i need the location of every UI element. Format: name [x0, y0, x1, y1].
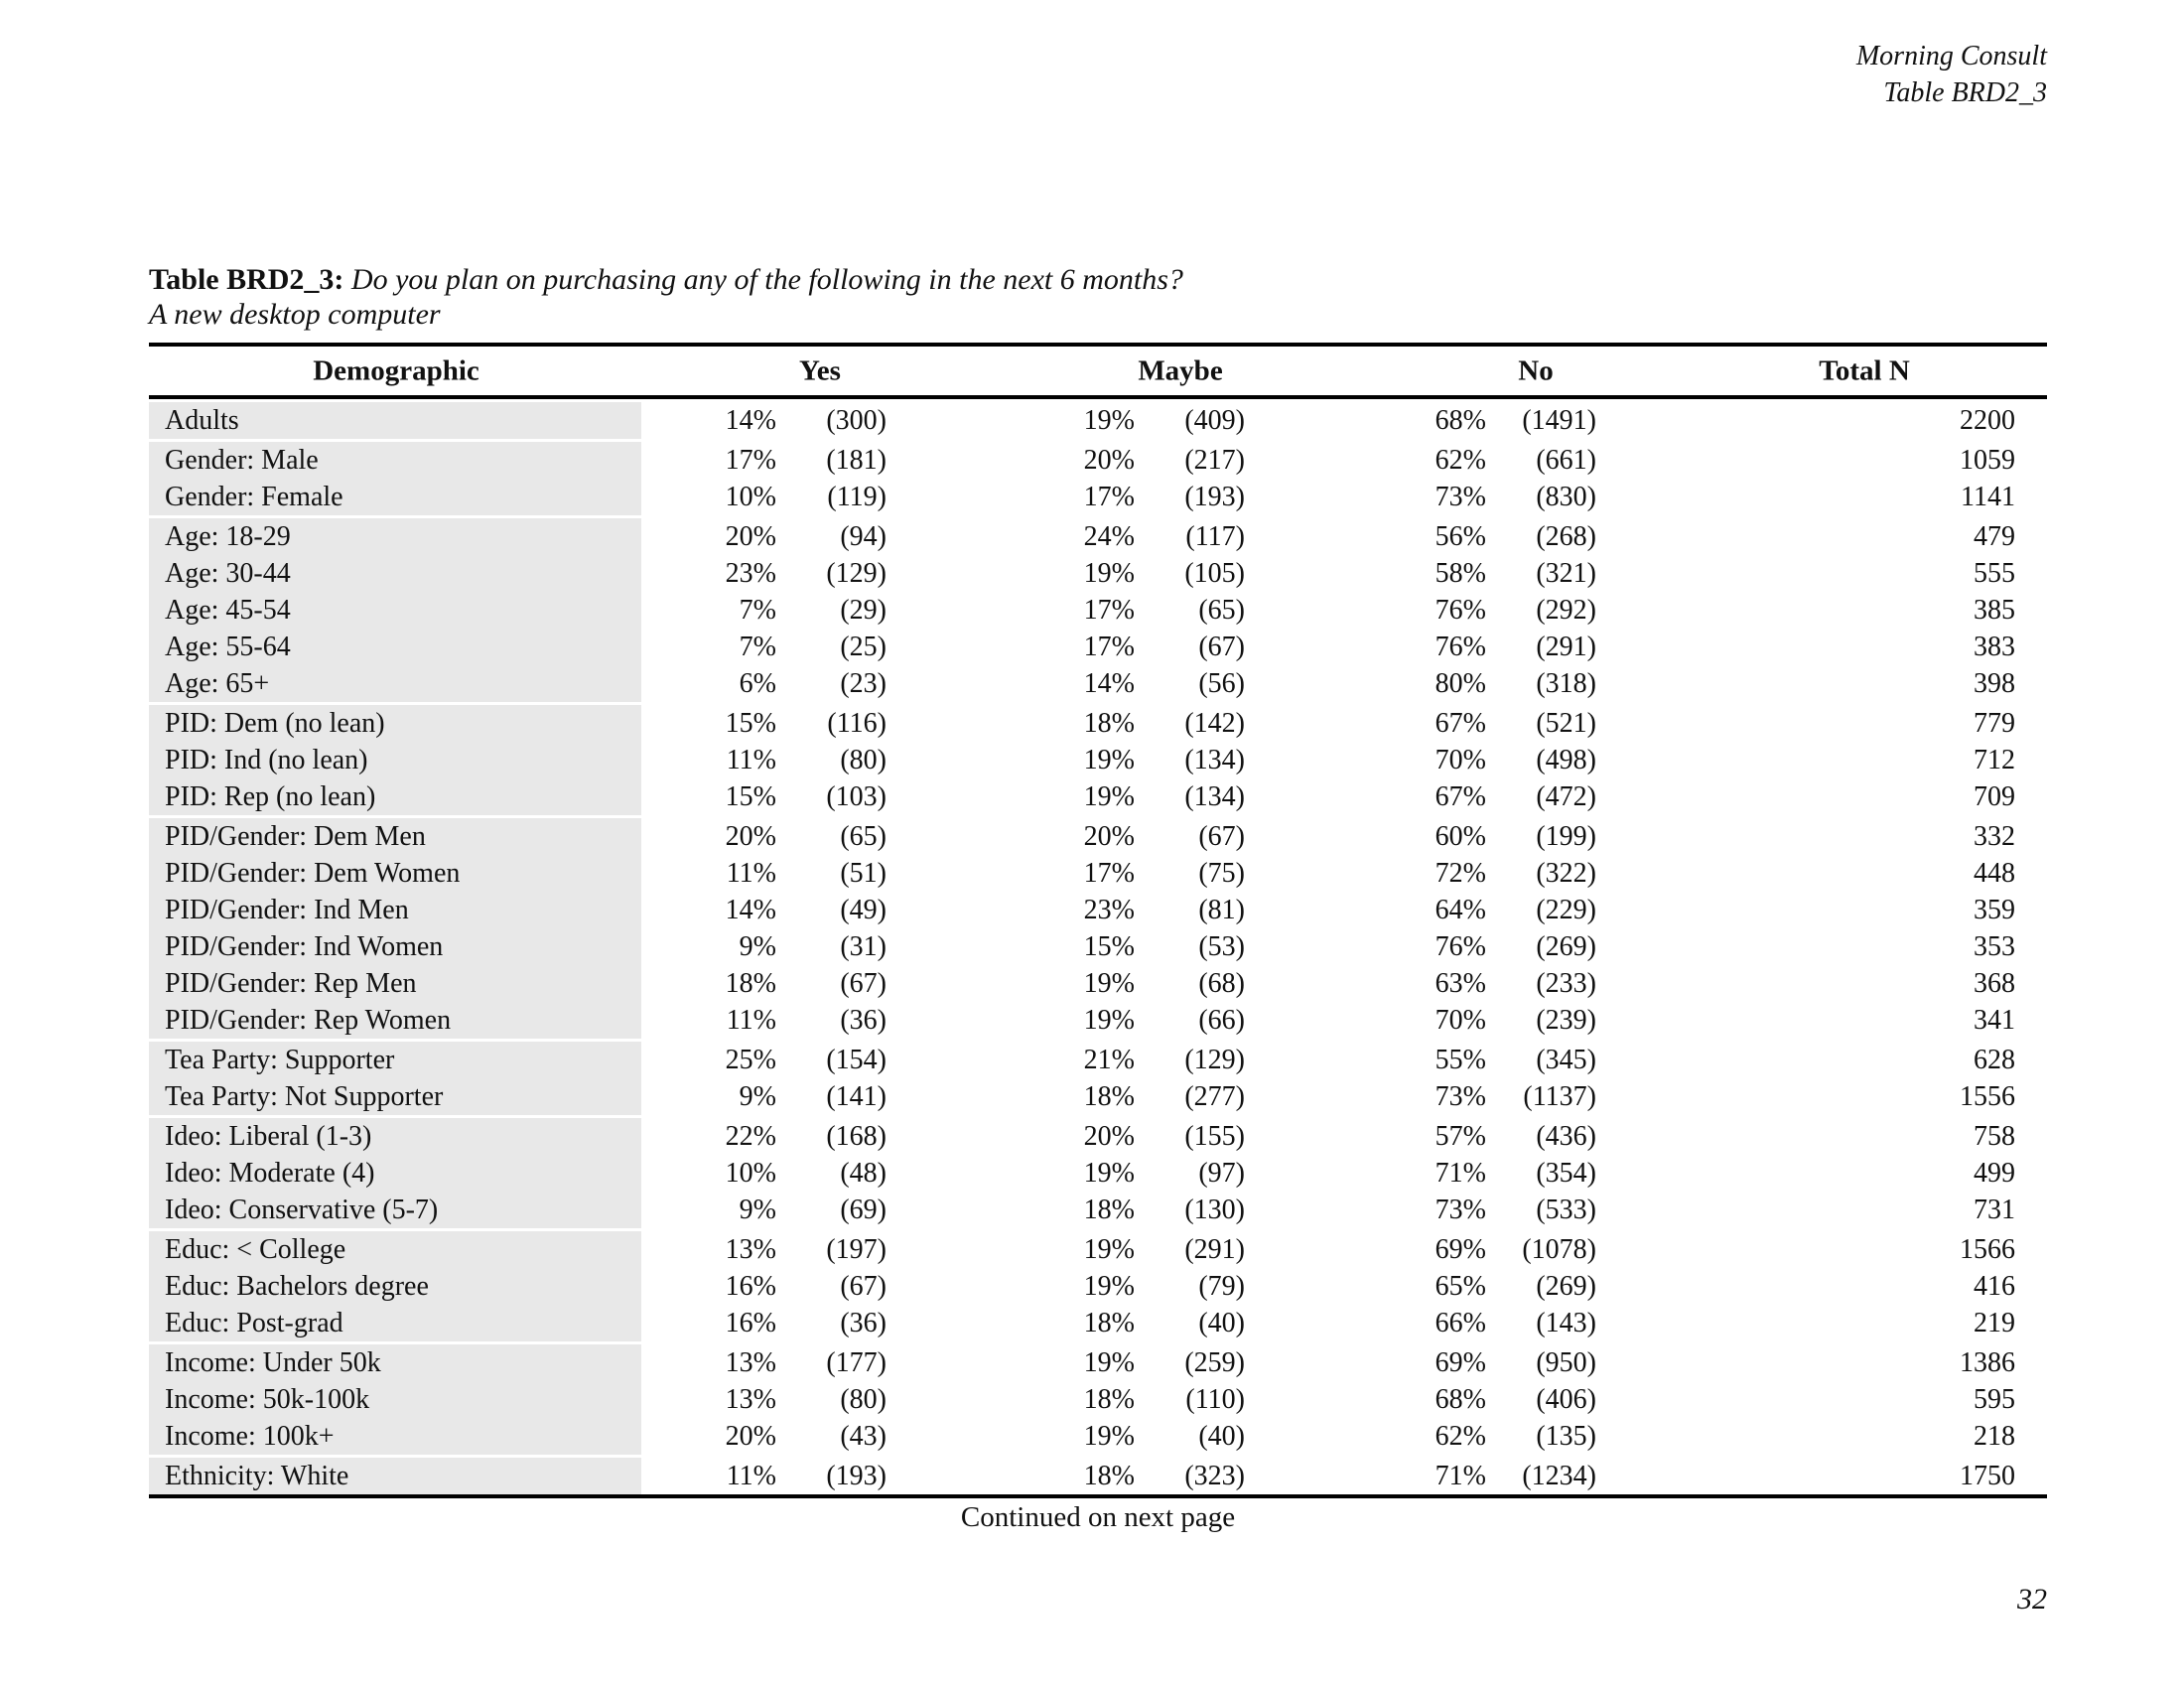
yes-count: (168) [826, 1121, 887, 1152]
maybe-count: (40) [1198, 1421, 1245, 1452]
maybe-count: (75) [1198, 858, 1245, 889]
row-label: Age: 30-44 [149, 555, 641, 592]
yes-count: (154) [826, 1045, 887, 1075]
no-percent: 73% [1434, 1195, 1486, 1225]
total-n: 731 [1974, 1195, 2015, 1225]
no-percent: 71% [1434, 1158, 1486, 1189]
row-label: Educ: Post-grad [149, 1305, 641, 1341]
no-percent: 69% [1434, 1347, 1486, 1378]
maybe-percent: 18% [1083, 708, 1135, 739]
maybe-count: (97) [1198, 1158, 1245, 1189]
no-percent: 62% [1434, 445, 1486, 476]
total-n: 595 [1974, 1384, 2015, 1415]
row-label: Gender: Female [149, 479, 641, 515]
no-percent: 67% [1434, 708, 1486, 739]
table-row [149, 1231, 2047, 1268]
row-label: Gender: Male [149, 442, 641, 479]
yes-percent: 14% [725, 895, 776, 925]
yes-percent: 25% [725, 1045, 776, 1075]
table-row [149, 629, 2047, 665]
table-row [149, 402, 2047, 439]
total-n: 1141 [1961, 482, 2015, 512]
no-percent: 60% [1434, 821, 1486, 852]
yes-percent: 10% [725, 1158, 776, 1189]
maybe-count: (323) [1184, 1461, 1245, 1491]
yes-percent: 13% [725, 1347, 776, 1378]
yes-percent: 9% [739, 1081, 776, 1112]
yes-count: (36) [840, 1308, 887, 1338]
yes-count: (103) [826, 781, 887, 812]
total-n: 758 [1974, 1121, 2015, 1152]
no-count: (354) [1536, 1158, 1596, 1189]
table-row [149, 778, 2047, 815]
row-label: Age: 18-29 [149, 518, 641, 555]
table-row [149, 1381, 2047, 1418]
yes-percent: 9% [739, 1195, 776, 1225]
maybe-count: (105) [1184, 558, 1245, 589]
no-count: (1137) [1523, 1081, 1596, 1112]
no-count: (199) [1536, 821, 1596, 852]
total-n: 359 [1974, 895, 2015, 925]
maybe-percent: 17% [1083, 595, 1135, 626]
yes-percent: 23% [725, 558, 776, 589]
maybe-percent: 19% [1083, 781, 1135, 812]
maybe-percent: 18% [1083, 1461, 1135, 1491]
no-count: (269) [1536, 931, 1596, 962]
maybe-percent: 19% [1083, 1421, 1135, 1452]
table-row [149, 1042, 2047, 1078]
yes-count: (119) [827, 482, 887, 512]
maybe-count: (40) [1198, 1308, 1245, 1338]
maybe-count: (259) [1184, 1347, 1245, 1378]
table-title-label: Table BRD2_3: [149, 263, 344, 296]
yes-count: (25) [840, 632, 887, 662]
maybe-count: (56) [1198, 668, 1245, 699]
no-percent: 71% [1434, 1461, 1486, 1491]
table-row [149, 892, 2047, 928]
row-label: Income: 50k-100k [149, 1381, 641, 1418]
maybe-percent: 19% [1083, 1234, 1135, 1265]
no-count: (269) [1536, 1271, 1596, 1302]
maybe-percent: 20% [1083, 1121, 1135, 1152]
maybe-count: (134) [1184, 781, 1245, 812]
yes-percent: 7% [739, 632, 776, 662]
total-n: 448 [1974, 858, 2015, 889]
table-row [149, 705, 2047, 742]
row-label: Ideo: Moderate (4) [149, 1155, 641, 1192]
yes-count: (36) [840, 1005, 887, 1036]
no-count: (345) [1536, 1045, 1596, 1075]
row-label: Ethnicity: White [149, 1458, 641, 1494]
row-label: Adults [149, 402, 641, 439]
no-count: (135) [1536, 1421, 1596, 1452]
table-subtitle: A new desktop computer [149, 298, 441, 331]
yes-count: (129) [826, 558, 887, 589]
total-n: 628 [1974, 1045, 2015, 1075]
maybe-count: (142) [1184, 708, 1245, 739]
yes-percent: 11% [726, 1005, 776, 1036]
no-percent: 55% [1434, 1045, 1486, 1075]
no-percent: 58% [1434, 558, 1486, 589]
row-label: Age: 55-64 [149, 629, 641, 665]
yes-percent: 11% [726, 745, 776, 775]
yes-count: (80) [840, 745, 887, 775]
table-row [149, 742, 2047, 778]
yes-percent: 11% [726, 858, 776, 889]
no-count: (229) [1536, 895, 1596, 925]
yes-count: (69) [840, 1195, 887, 1225]
table-row [149, 1268, 2047, 1305]
maybe-count: (68) [1198, 968, 1245, 999]
maybe-percent: 19% [1083, 1271, 1135, 1302]
row-label: Age: 65+ [149, 665, 641, 702]
total-n: 779 [1974, 708, 2015, 739]
maybe-percent: 17% [1083, 858, 1135, 889]
maybe-count: (67) [1198, 821, 1245, 852]
no-count: (233) [1536, 968, 1596, 999]
no-percent: 65% [1434, 1271, 1486, 1302]
yes-count: (141) [826, 1081, 887, 1112]
column-header-demographic: Demographic [313, 354, 479, 386]
maybe-percent: 23% [1083, 895, 1135, 925]
no-count: (1078) [1522, 1234, 1596, 1265]
maybe-count: (130) [1184, 1195, 1245, 1225]
table-header-row [149, 347, 2047, 395]
no-percent: 68% [1434, 1384, 1486, 1415]
row-label: Tea Party: Supporter [149, 1042, 641, 1078]
table-row [149, 555, 2047, 592]
table-title-line [149, 262, 2047, 297]
yes-percent: 16% [725, 1271, 776, 1302]
total-n: 1059 [1960, 445, 2015, 476]
table-row [149, 479, 2047, 515]
no-count: (268) [1536, 521, 1596, 552]
no-count: (521) [1536, 708, 1596, 739]
yes-count: (31) [840, 931, 887, 962]
table-row [149, 855, 2047, 892]
yes-percent: 18% [725, 968, 776, 999]
maybe-count: (409) [1184, 405, 1245, 436]
yes-count: (43) [840, 1421, 887, 1452]
row-label: PID/Gender: Rep Men [149, 965, 641, 1002]
maybe-count: (193) [1184, 482, 1245, 512]
row-label: Ideo: Liberal (1-3) [149, 1118, 641, 1155]
table-row [149, 1078, 2047, 1115]
yes-percent: 7% [739, 595, 776, 626]
yes-count: (193) [826, 1461, 887, 1491]
total-n: 385 [1974, 595, 2015, 626]
total-n: 398 [1974, 668, 2015, 699]
maybe-percent: 19% [1083, 1347, 1135, 1378]
yes-percent: 15% [725, 781, 776, 812]
yes-percent: 11% [726, 1461, 776, 1491]
row-label: PID: Rep (no lean) [149, 778, 641, 815]
no-percent: 70% [1434, 1005, 1486, 1036]
table-row [149, 1118, 2047, 1155]
maybe-percent: 24% [1083, 521, 1135, 552]
no-percent: 76% [1434, 595, 1486, 626]
row-label: Educ: < College [149, 1231, 641, 1268]
no-percent: 63% [1434, 968, 1486, 999]
doc-header-table-ref: Table BRD2_3 [1883, 77, 2047, 108]
yes-count: (51) [840, 858, 887, 889]
total-n: 709 [1974, 781, 2015, 812]
maybe-percent: 17% [1083, 632, 1135, 662]
maybe-count: (277) [1184, 1081, 1245, 1112]
maybe-percent: 18% [1083, 1081, 1135, 1112]
doc-header [1856, 38, 2047, 111]
table-row [149, 1192, 2047, 1228]
no-percent: 69% [1434, 1234, 1486, 1265]
maybe-count: (81) [1198, 895, 1245, 925]
continued-note: Continued on next page [960, 1501, 1236, 1533]
total-n: 416 [1974, 1271, 2015, 1302]
table-row [149, 665, 2047, 702]
table-row [149, 1002, 2047, 1039]
no-percent: 73% [1434, 1081, 1486, 1112]
demographics-table [149, 343, 2047, 1498]
maybe-percent: 18% [1083, 1195, 1135, 1225]
no-percent: 56% [1434, 521, 1486, 552]
maybe-count: (129) [1184, 1045, 1245, 1075]
table-row [149, 1458, 2047, 1494]
no-count: (239) [1536, 1005, 1596, 1036]
row-label: Income: 100k+ [149, 1418, 641, 1455]
no-count: (1491) [1522, 405, 1596, 436]
table-row [149, 518, 2047, 555]
column-header-maybe: Maybe [1138, 354, 1223, 386]
no-percent: 76% [1434, 632, 1486, 662]
no-count: (322) [1536, 858, 1596, 889]
page-number: 32 [2017, 1583, 2047, 1616]
table-row [149, 1305, 2047, 1341]
total-n: 1386 [1960, 1347, 2015, 1378]
maybe-percent: 18% [1083, 1384, 1135, 1415]
no-count: (830) [1536, 482, 1596, 512]
maybe-percent: 17% [1083, 482, 1135, 512]
total-n: 353 [1974, 931, 2015, 962]
no-percent: 73% [1434, 482, 1486, 512]
total-n: 332 [1974, 821, 2015, 852]
yes-count: (181) [826, 445, 887, 476]
table-title-block [149, 262, 2047, 332]
no-count: (533) [1536, 1195, 1596, 1225]
no-count: (406) [1536, 1384, 1596, 1415]
yes-percent: 10% [725, 482, 776, 512]
no-percent: 80% [1434, 668, 1486, 699]
no-count: (321) [1536, 558, 1596, 589]
table-row [149, 1155, 2047, 1192]
maybe-count: (65) [1198, 595, 1245, 626]
maybe-count: (155) [1184, 1121, 1245, 1152]
yes-count: (65) [840, 821, 887, 852]
column-header-total-n: Total N [1819, 354, 1910, 386]
maybe-count: (134) [1184, 745, 1245, 775]
no-percent: 76% [1434, 931, 1486, 962]
yes-count: (67) [840, 1271, 887, 1302]
yes-count: (48) [840, 1158, 887, 1189]
row-label: Ideo: Conservative (5-7) [149, 1192, 641, 1228]
total-n: 219 [1974, 1308, 2015, 1338]
yes-percent: 9% [739, 931, 776, 962]
column-header-yes: Yes [799, 354, 841, 386]
yes-percent: 14% [725, 405, 776, 436]
yes-percent: 15% [725, 708, 776, 739]
maybe-percent: 14% [1083, 668, 1135, 699]
table-body [149, 399, 2047, 1494]
row-label: Educ: Bachelors degree [149, 1268, 641, 1305]
row-label: PID/Gender: Ind Women [149, 928, 641, 965]
yes-percent: 16% [725, 1308, 776, 1338]
table-row [149, 442, 2047, 479]
row-label: PID: Ind (no lean) [149, 742, 641, 778]
total-n: 1556 [1960, 1081, 2015, 1112]
row-label: Tea Party: Not Supporter [149, 1078, 641, 1115]
yes-count: (49) [840, 895, 887, 925]
no-count: (436) [1536, 1121, 1596, 1152]
total-n: 383 [1974, 632, 2015, 662]
yes-percent: 13% [725, 1384, 776, 1415]
no-percent: 72% [1434, 858, 1486, 889]
no-count: (143) [1536, 1308, 1596, 1338]
no-count: (661) [1536, 445, 1596, 476]
table-title-question: Do you plan on purchasing any of the following in the next 6 months? [350, 263, 1183, 296]
row-label: PID/Gender: Dem Men [149, 818, 641, 855]
no-percent: 62% [1434, 1421, 1486, 1452]
yes-count: (80) [840, 1384, 887, 1415]
maybe-percent: 20% [1083, 821, 1135, 852]
total-n: 1566 [1960, 1234, 2015, 1265]
no-count: (950) [1536, 1347, 1596, 1378]
no-count: (292) [1536, 595, 1596, 626]
table-row [149, 1418, 2047, 1455]
row-label: PID: Dem (no lean) [149, 705, 641, 742]
total-n: 341 [1974, 1005, 2015, 1036]
yes-percent: 17% [725, 445, 776, 476]
maybe-count: (291) [1184, 1234, 1245, 1265]
yes-count: (29) [840, 595, 887, 626]
table-row [149, 928, 2047, 965]
yes-count: (300) [826, 405, 887, 436]
no-percent: 66% [1434, 1308, 1486, 1338]
row-label: PID/Gender: Ind Men [149, 892, 641, 928]
maybe-count: (117) [1185, 521, 1245, 552]
maybe-count: (217) [1184, 445, 1245, 476]
table-row [149, 1344, 2047, 1381]
table-bottom-rule [149, 1494, 2047, 1498]
maybe-percent: 15% [1083, 931, 1135, 962]
yes-count: (197) [826, 1234, 887, 1265]
doc-header-org: Morning Consult [1855, 41, 2047, 71]
row-label: Age: 45-54 [149, 592, 641, 629]
no-count: (318) [1536, 668, 1596, 699]
no-percent: 70% [1434, 745, 1486, 775]
row-label: PID/Gender: Dem Women [149, 855, 641, 892]
total-n: 712 [1974, 745, 2015, 775]
maybe-percent: 19% [1083, 405, 1135, 436]
yes-count: (23) [840, 668, 887, 699]
yes-percent: 20% [725, 521, 776, 552]
yes-count: (94) [840, 521, 887, 552]
maybe-percent: 19% [1083, 1005, 1135, 1036]
table-row [149, 965, 2047, 1002]
no-count: (472) [1536, 781, 1596, 812]
table-row [149, 818, 2047, 855]
total-n: 1750 [1960, 1461, 2015, 1491]
total-n: 2200 [1960, 405, 2015, 436]
row-label: PID/Gender: Rep Women [149, 1002, 641, 1039]
maybe-count: (67) [1198, 632, 1245, 662]
no-percent: 67% [1434, 781, 1486, 812]
column-header-no: No [1518, 354, 1554, 386]
maybe-count: (110) [1185, 1384, 1245, 1415]
maybe-percent: 20% [1083, 445, 1135, 476]
yes-percent: 13% [725, 1234, 776, 1265]
row-label: Income: Under 50k [149, 1344, 641, 1381]
total-n: 499 [1974, 1158, 2015, 1189]
maybe-percent: 19% [1083, 1158, 1135, 1189]
no-percent: 64% [1434, 895, 1486, 925]
maybe-percent: 19% [1083, 968, 1135, 999]
maybe-percent: 18% [1083, 1308, 1135, 1338]
table-row [149, 592, 2047, 629]
total-n: 368 [1974, 968, 2015, 999]
maybe-percent: 19% [1083, 558, 1135, 589]
no-percent: 68% [1434, 405, 1486, 436]
maybe-percent: 21% [1083, 1045, 1135, 1075]
maybe-percent: 19% [1083, 745, 1135, 775]
no-count: (498) [1536, 745, 1596, 775]
total-n: 555 [1974, 558, 2015, 589]
yes-percent: 20% [725, 1421, 776, 1452]
yes-percent: 20% [725, 821, 776, 852]
total-n: 218 [1974, 1421, 2015, 1452]
yes-count: (116) [827, 708, 887, 739]
yes-count: (67) [840, 968, 887, 999]
maybe-count: (66) [1198, 1005, 1245, 1036]
total-n: 479 [1974, 521, 2015, 552]
yes-count: (177) [826, 1347, 887, 1378]
no-percent: 57% [1434, 1121, 1486, 1152]
maybe-count: (53) [1198, 931, 1245, 962]
yes-percent: 6% [739, 668, 776, 699]
maybe-count: (79) [1198, 1271, 1245, 1302]
no-count: (1234) [1522, 1461, 1596, 1491]
yes-percent: 22% [725, 1121, 776, 1152]
no-count: (291) [1536, 632, 1596, 662]
